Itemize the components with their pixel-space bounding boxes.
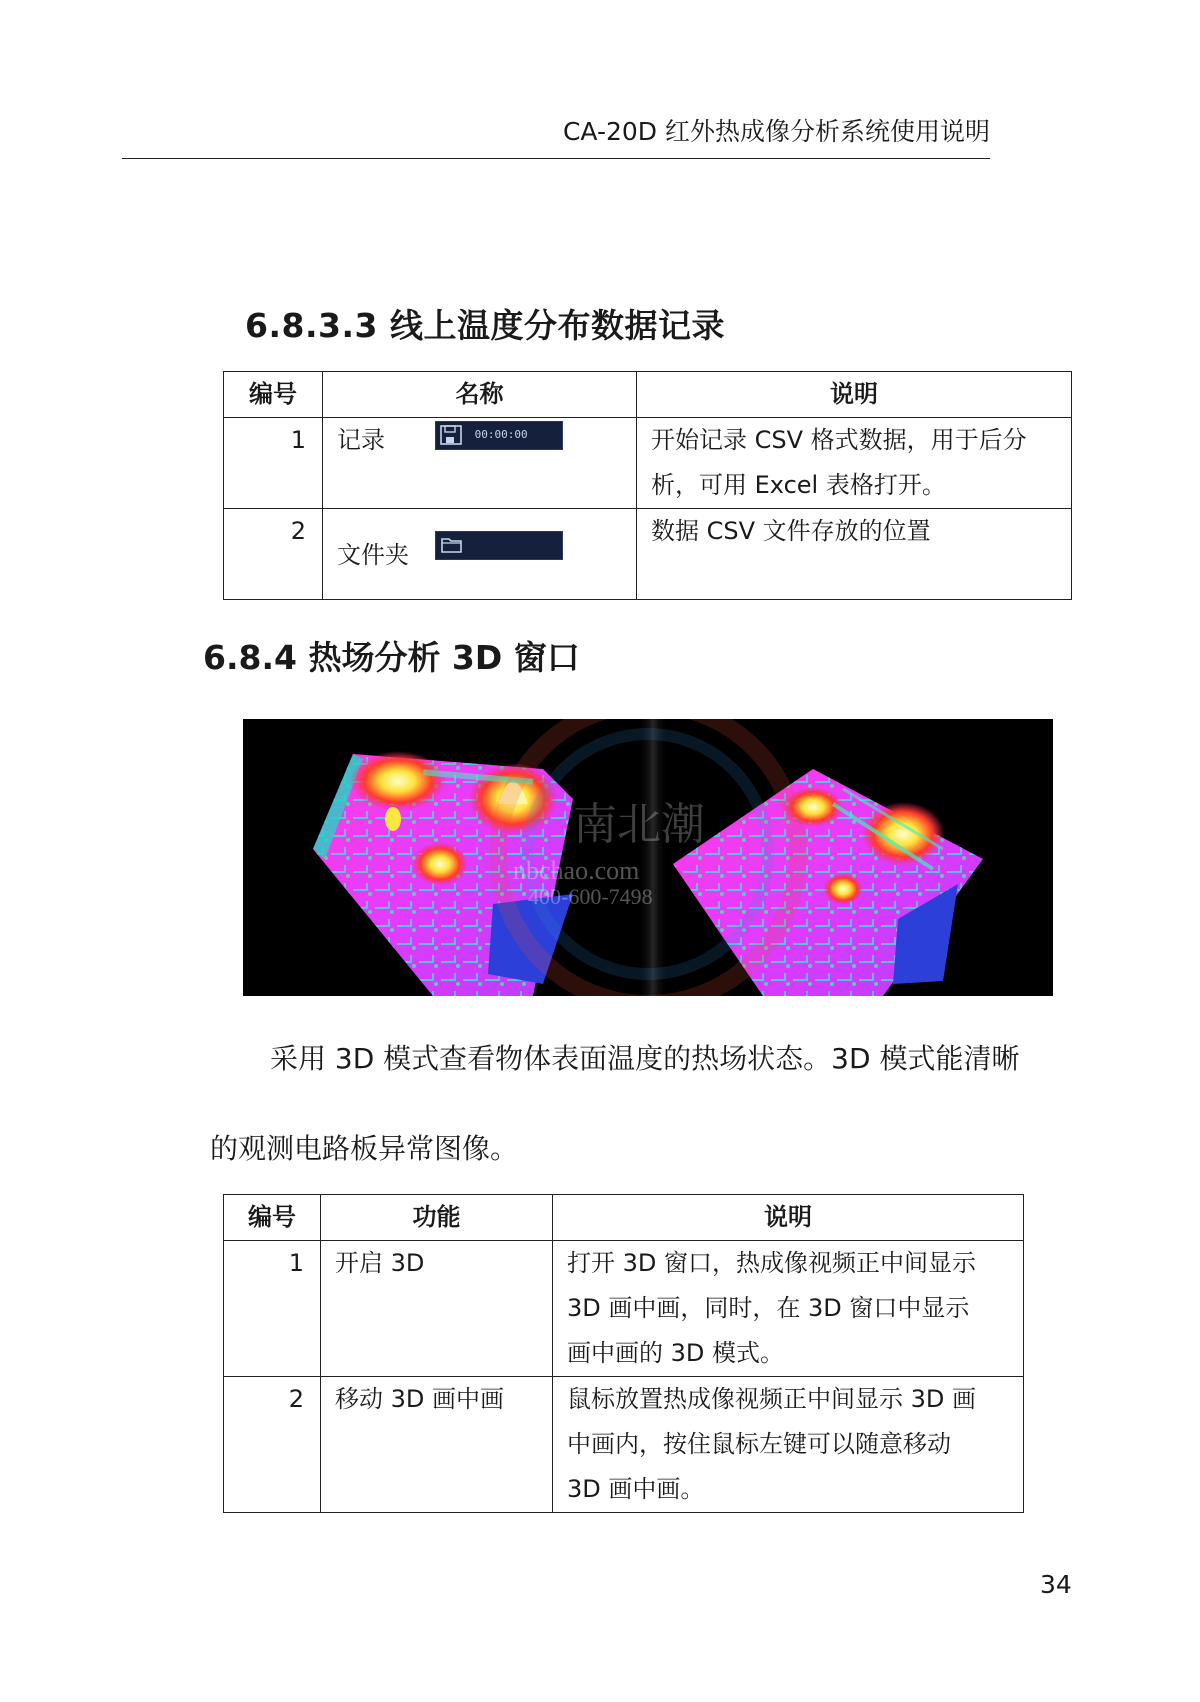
recording-table: [223, 371, 1072, 600]
row-name-cell: [323, 418, 637, 509]
watermark-phone: 400-600-7498: [528, 884, 653, 909]
column-header-number: 编号: [224, 372, 323, 418]
row-number: 2: [224, 1377, 321, 1513]
description-line: 3D 画中画，同时，在 3D 窗口中显示: [567, 1294, 970, 1322]
3d-functions-table: [223, 1194, 1024, 1513]
page-number: 34: [1040, 1570, 1072, 1599]
section-heading-684: 6.8.4 热场分析 3D 窗口: [203, 638, 580, 677]
row-name-cell: [323, 509, 637, 600]
watermark-site: nbchao.com: [513, 856, 640, 885]
table-row: [224, 1377, 1024, 1513]
view-divider: [638, 719, 668, 996]
row-name: 文件夹: [337, 541, 409, 569]
record-button[interactable]: [435, 421, 563, 450]
body-paragraph-line2: 的观测电路板异常图像。: [210, 1132, 519, 1165]
document-title: CA-20D 红外热成像分析系统使用说明: [562, 117, 990, 146]
row-name: 记录: [337, 426, 385, 454]
column-header-description: 说明: [637, 372, 1072, 418]
watermark-brand: 南北潮: [573, 800, 705, 849]
row-number: 1: [224, 1241, 321, 1377]
table-row: [224, 418, 1072, 509]
description-line: 3D 画中画。: [567, 1475, 705, 1503]
thermal-3d-screenshot: [243, 719, 1053, 996]
column-header-number: 编号: [224, 1195, 321, 1241]
body-paragraph-line1: 采用 3D 模式查看物体表面温度的热场状态。3D 模式能清晰: [270, 1042, 1020, 1075]
row-number: 1: [224, 418, 323, 509]
row-function: 开启 3D: [321, 1241, 553, 1377]
row-description: 数据 CSV 文件存放的位置: [637, 509, 1072, 600]
row-description: [553, 1377, 1024, 1513]
row-number: 2: [224, 509, 323, 600]
row-function: 移动 3D 画中画: [321, 1377, 553, 1513]
table-row: [224, 509, 1072, 600]
row-description: [553, 1241, 1024, 1377]
section-heading-6833: 6.8.3.3 线上温度分布数据记录: [245, 306, 725, 345]
description-line: 鼠标放置热成像视频正中间显示 3D 画: [567, 1385, 977, 1413]
thermal-3d-image: [243, 719, 1053, 996]
row-description: 开始记录 CSV 格式数据，用于后分析，可用 Excel 表格打开。: [637, 418, 1072, 509]
record-timer: 00:00:00: [474, 428, 528, 441]
header-divider: [122, 158, 990, 159]
description-line: 画中画的 3D 模式。: [567, 1339, 785, 1367]
description-line: 中画内，按住鼠标左键可以随意移动: [567, 1430, 951, 1458]
table-row: [224, 1241, 1024, 1377]
folder-icon: [440, 535, 464, 555]
column-header-function: 功能: [321, 1195, 553, 1241]
table-header-row: [224, 372, 1072, 418]
column-header-name: 名称: [323, 372, 637, 418]
save-icon: [440, 425, 462, 445]
description-line: 打开 3D 窗口，热成像视频正中间显示: [567, 1249, 977, 1277]
folder-button[interactable]: [435, 531, 563, 560]
table-header-row: [224, 1195, 1024, 1241]
column-header-description: 说明: [553, 1195, 1024, 1241]
